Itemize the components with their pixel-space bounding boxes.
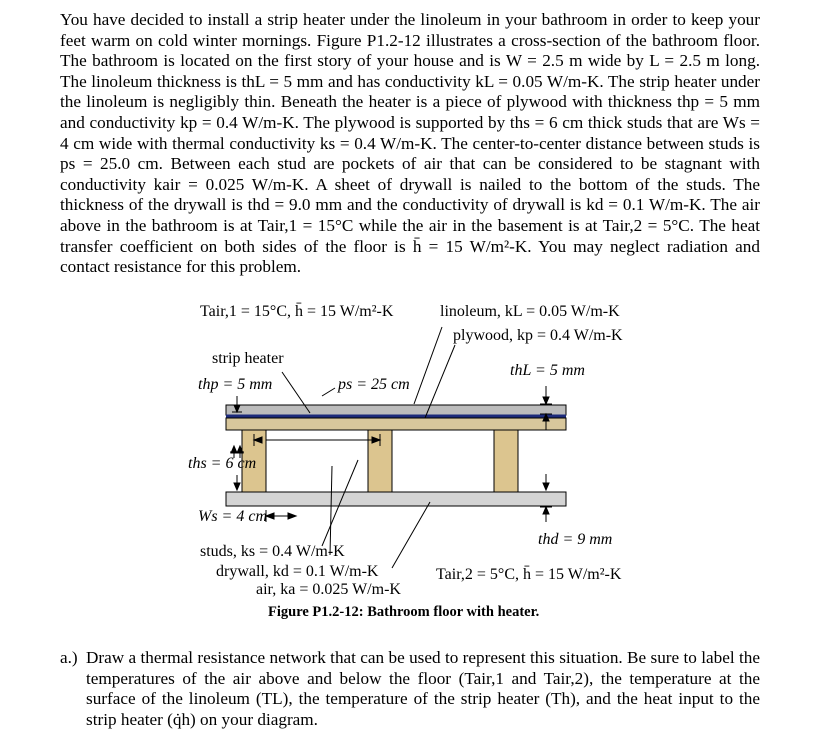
ths-label: ths = 6 cm bbox=[188, 455, 257, 472]
figure-caption: Figure P1.2-12: Bathroom floor with heater. bbox=[268, 604, 540, 620]
question-text: Draw a thermal resistance network that can be used to represent this situation. Be sure to label the temperatures of the air above and below the floor (Tair,1 and Tair,2), the temperature at the surface of the linoleum (TL), the temperature of the strip heater (Th), and the heat input to the strip heater (q̇h) on your diagram. bbox=[86, 648, 760, 729]
ws-dimension bbox=[266, 510, 296, 522]
problem-paragraph: You have decided to install a strip heater under the linoleum in your bathroom in order to keep your feet warm on cold winter mornings. Figure P1.2-12 illustrates a cross-section of the bathroom floor. The bathroom is located on the first story of your house and is W = 2.5 m wide by L = 2.5 m long. The linoleum thickness is thL = 5 mm and has conductivity kL = 0.05 W/m-K. The strip heater under the linoleum is negligibly thin. Beneath the heater is a piece of plywood with thickness thp = 5 mm and conductivity kp = 0.4 W/m-K. The plywood is supported by ths = 6 cm thick studs that are Ws = 4 cm wide with thermal conductivity ks = 0.4 W/m-K. The center-to-center distance between studs is ps = 25.0 cm. Between each stud are pockets of air that can be considered to be stagnant with conductivity kair = 0.025 W/m-K. A sheet of drywall is nailed to the bottom of the studs. The thickness of the drywall is thd = 9.0 mm and the conductivity of drywall is kd = 0.1 W/m-K. The air above in the bathroom is at Tair,1 = 15°C while the air in the basement is at Tair,2 = 5°C. The heat transfer coefficient on both sides of the floor is h̄ = 15 W/m²-K. You may neglect radiation and contact resistance for this problem. bbox=[60, 10, 760, 277]
ws-label: Ws = 4 cm bbox=[198, 508, 268, 525]
linoleum-layer bbox=[226, 405, 566, 415]
thd-label: thd = 9 mm bbox=[538, 531, 613, 548]
plywood-label: plywood, kp = 0.4 W/m-K bbox=[453, 327, 623, 344]
question-label: a.) bbox=[60, 648, 78, 667]
air-label: air, ka = 0.025 W/m-K bbox=[256, 581, 401, 598]
strip-heater-label: strip heater bbox=[212, 350, 284, 367]
linoleum-label: linoleum, kL = 0.05 W/m-K bbox=[440, 303, 620, 320]
drywall-layer bbox=[226, 492, 566, 506]
stud-right bbox=[494, 430, 518, 492]
thl-label: thL = 5 mm bbox=[510, 362, 585, 379]
ps-label: ps = 25 cm bbox=[338, 376, 410, 393]
ps-dimension bbox=[254, 434, 380, 446]
studs-label: studs, ks = 0.4 W/m-K bbox=[200, 543, 345, 560]
thp-label: thp = 5 mm bbox=[198, 376, 273, 393]
question-a bbox=[60, 648, 760, 730]
drywall-label: drywall, kd = 0.1 W/m-K bbox=[216, 563, 379, 580]
plywood-layer bbox=[226, 418, 566, 430]
bottom-air-label: Tair,2 = 5°C, h̄ = 15 W/m²-K bbox=[436, 566, 622, 583]
top-air-label: Tair,1 = 15°C, h̄ = 15 W/m²-K bbox=[200, 303, 394, 320]
